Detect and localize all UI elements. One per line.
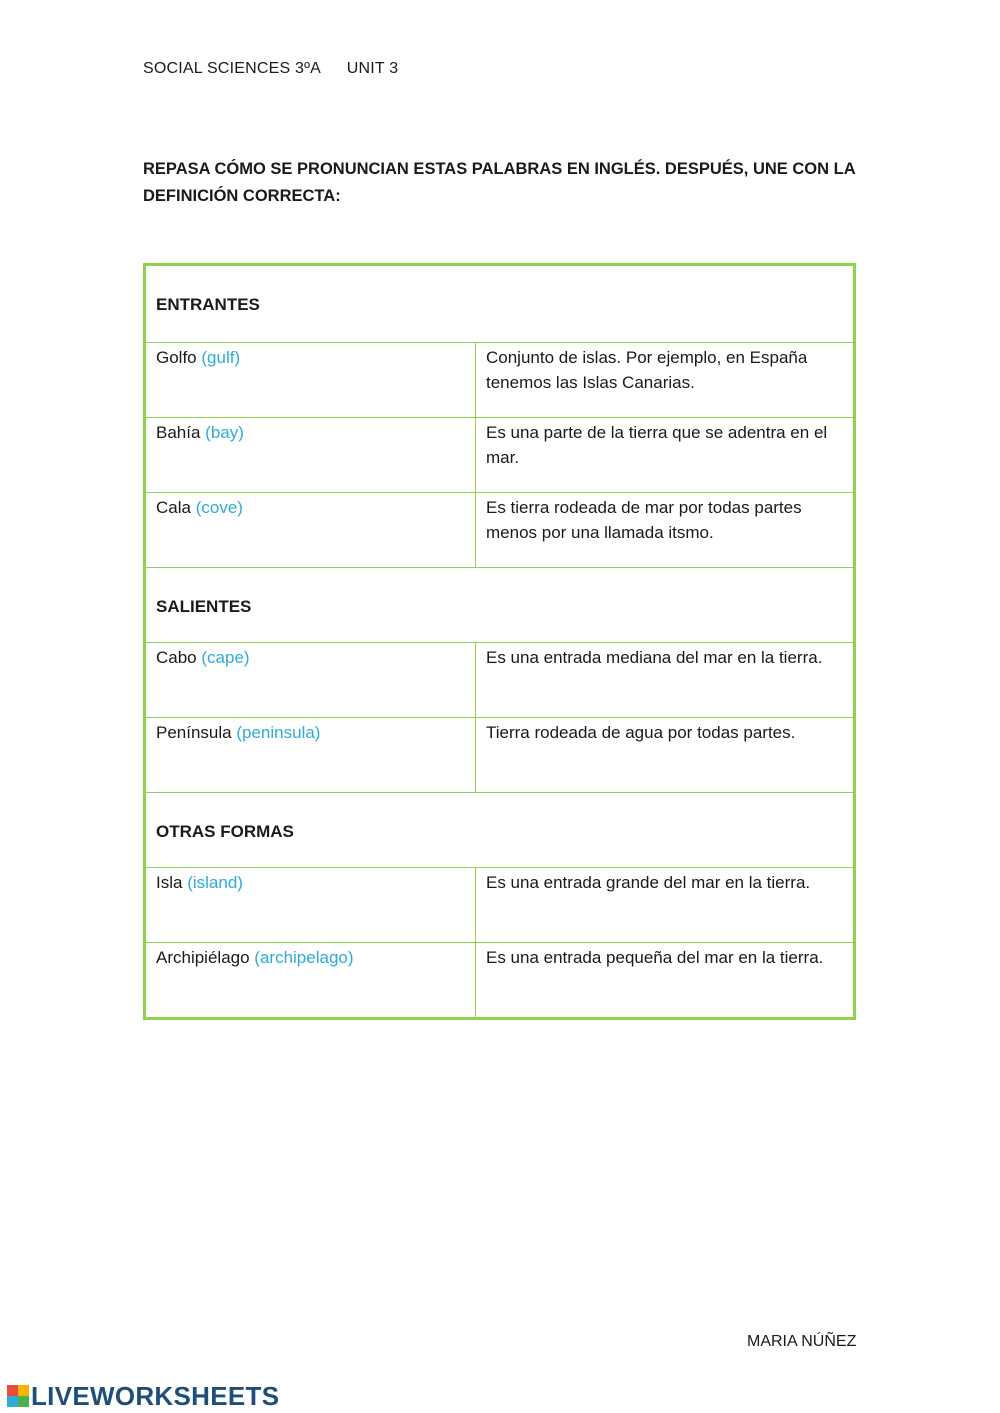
table-row	[146, 943, 853, 1017]
document-header	[143, 60, 398, 78]
table-row	[146, 868, 853, 943]
section-title: ENTRANTES	[156, 295, 260, 314]
definition-cell[interactable]: Tierra rodeada de agua por todas partes.	[486, 723, 796, 742]
definition-cell[interactable]: Es una entrada pequeña del mar en la tierra.	[486, 948, 824, 967]
term-cell	[146, 643, 476, 717]
unit-label: UNIT 3	[346, 60, 399, 77]
logo-square	[7, 1385, 18, 1396]
logo-square	[18, 1385, 29, 1396]
definition-cell[interactable]: Conjunto de islas. Por ejemplo, en España tenemos las Islas Canarias.	[486, 348, 808, 392]
vocabulary-table	[143, 263, 856, 1020]
author-name: MARIA NÚÑEZ	[747, 1333, 857, 1350]
term-cell	[146, 868, 476, 942]
definition-cell[interactable]: Es una entrada mediana del mar en la tierra.	[486, 648, 823, 667]
table-row	[146, 493, 853, 568]
term-english: (peninsula)	[236, 723, 321, 742]
table-row	[146, 643, 853, 718]
term-spanish: Cala	[156, 498, 191, 517]
term-cell	[146, 418, 476, 492]
definition-cell[interactable]: Es una parte de la tierra que se adentra en el mar.	[486, 423, 828, 467]
section-title: SALIENTES	[156, 597, 252, 616]
section-title: OTRAS FORMAS	[156, 822, 294, 841]
term-spanish: Bahía	[156, 423, 201, 442]
term-cell	[146, 718, 476, 792]
table-row	[146, 418, 853, 493]
term-cell	[146, 493, 476, 567]
term-spanish: Archipiélago	[156, 948, 250, 967]
term-english: (cape)	[201, 648, 250, 667]
section-header-row	[146, 266, 853, 343]
definition-cell[interactable]: Es tierra rodeada de mar por todas partes menos por una llamada itsmo.	[486, 498, 802, 542]
term-spanish: Golfo	[156, 348, 197, 367]
section-header-row	[146, 568, 853, 643]
logo-text: LIVEWORKSHEETS	[31, 1381, 280, 1411]
term-spanish: Península	[156, 723, 232, 742]
logo-square	[18, 1396, 29, 1407]
logo-square	[7, 1396, 18, 1407]
term-english: (archipelago)	[254, 948, 354, 967]
definition-cell[interactable]: Es una entrada grande del mar en la tierra.	[486, 873, 811, 892]
term-english: (gulf)	[201, 348, 241, 367]
term-english: (bay)	[205, 423, 244, 442]
instructions: REPASA CÓMO SE PRONUNCIAN ESTAS PALABRAS EN INGLÉS. DESPUÉS, UNE CON LA DEFINICIÓN CORRECTA:	[143, 160, 856, 205]
table-row	[146, 718, 853, 793]
term-spanish: Cabo	[156, 648, 197, 667]
term-cell	[146, 343, 476, 417]
term-english: (island)	[187, 873, 243, 892]
section-header-row	[146, 793, 853, 868]
liveworksheets-logo[interactable]	[7, 1382, 279, 1410]
subject-label: SOCIAL SCIENCES 3ºA	[143, 60, 321, 77]
term-cell	[146, 943, 476, 1017]
liveworksheets-logo-icon	[7, 1385, 29, 1407]
term-english: (cove)	[195, 498, 243, 517]
term-spanish: Isla	[156, 873, 183, 892]
table-row	[146, 343, 853, 418]
